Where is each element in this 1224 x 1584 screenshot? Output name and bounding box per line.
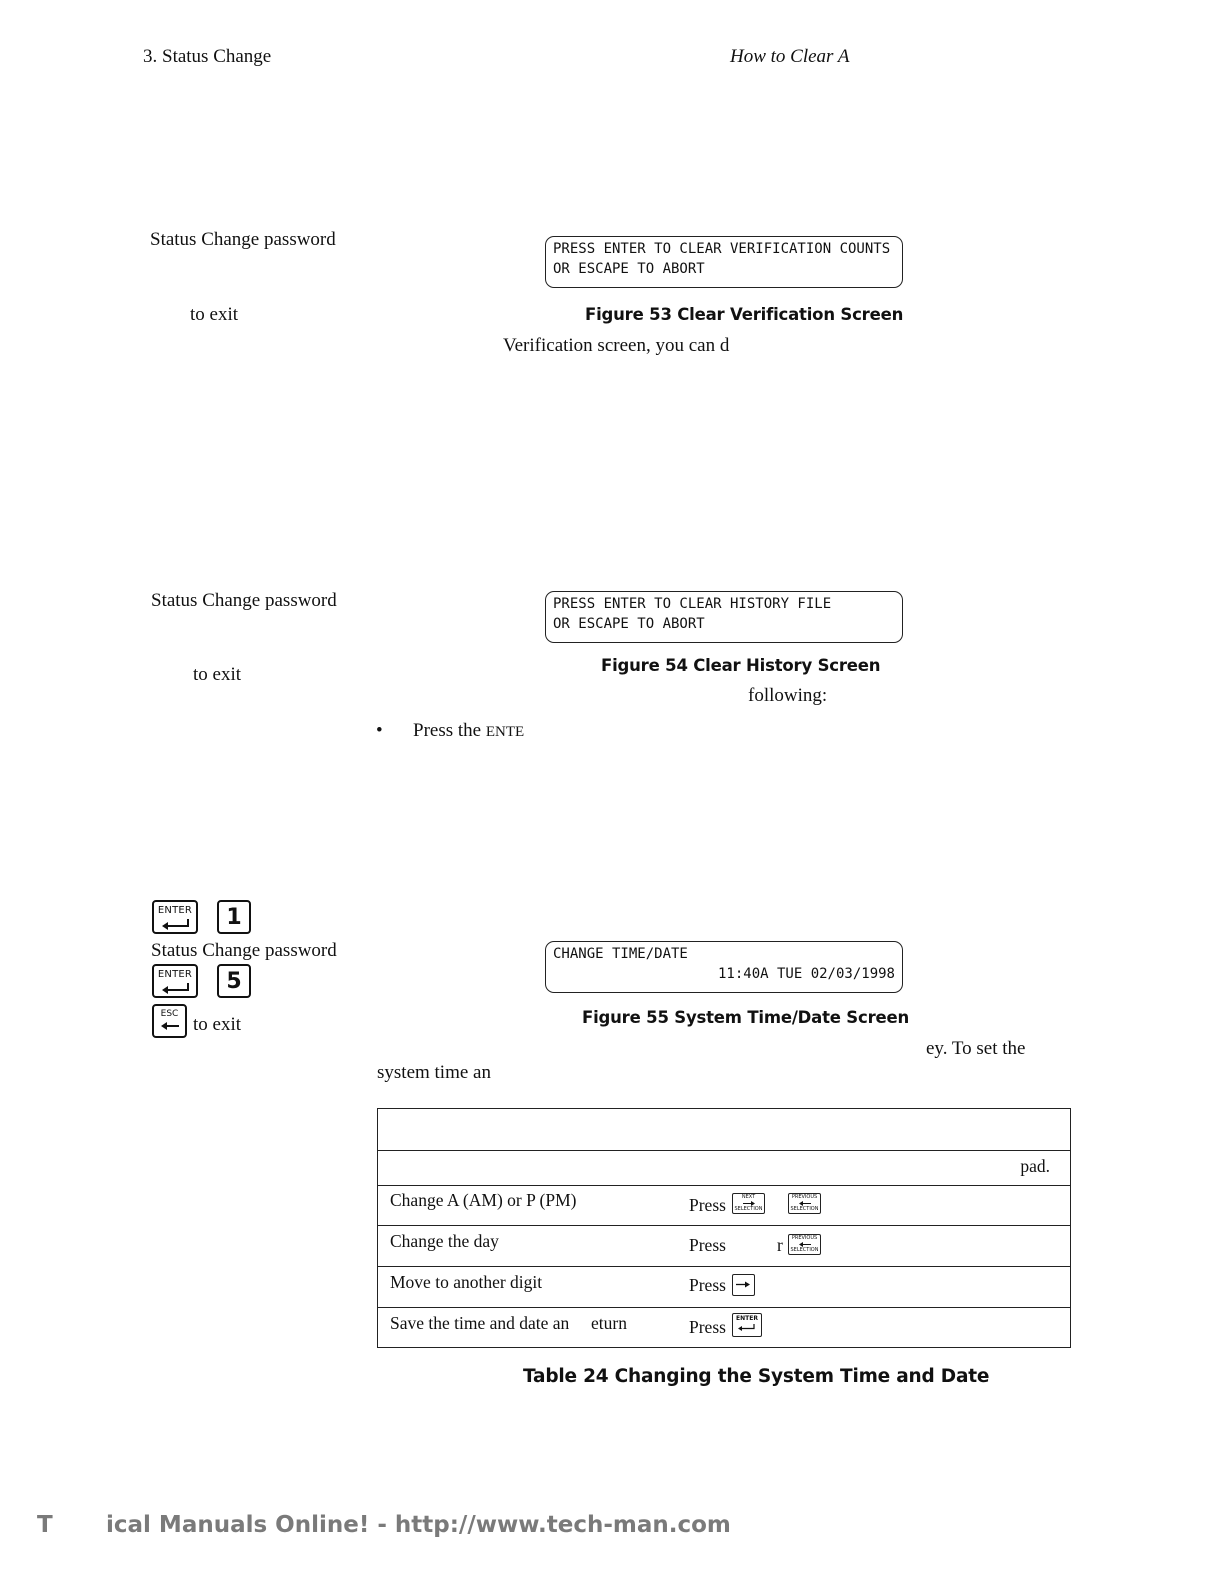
figure-55-caption: Figure 55 System Time/Date Screen bbox=[582, 1008, 910, 1027]
previous-key-label: PREVIOUS bbox=[791, 1194, 818, 1201]
lcd-clear-verification bbox=[545, 236, 903, 288]
bullet-text-lead: Press the bbox=[413, 720, 486, 741]
enter-arrow-icon bbox=[162, 983, 190, 994]
table-cell-key bbox=[677, 1267, 1071, 1308]
enter-arrow-icon bbox=[738, 1324, 755, 1331]
table-note-text: pad. bbox=[1020, 1156, 1050, 1176]
time-date-table bbox=[377, 1108, 1071, 1348]
table-cell bbox=[378, 1151, 1071, 1186]
lcd-line-2: OR ESCAPE TO ABORT bbox=[553, 261, 705, 277]
footer-watermark-text: ical Manuals Online! - http://www.tech-man.com bbox=[106, 1512, 731, 1538]
body-text-following: following: bbox=[748, 685, 828, 706]
enter-key-icon bbox=[152, 964, 198, 998]
key-5-icon: 5 bbox=[217, 964, 251, 998]
side-label-password-3: Status Change password bbox=[151, 940, 337, 961]
lcd-line-1: PRESS ENTER TO CLEAR VERIFICATION COUNTS bbox=[553, 241, 891, 257]
enter-arrow-icon bbox=[162, 919, 190, 930]
running-title: How to Clear A bbox=[730, 46, 850, 67]
body-text-right: ey. To set the bbox=[926, 1038, 1026, 1059]
enter-key-icon bbox=[732, 1313, 762, 1337]
figure-54-caption: Figure 54 Clear History Screen bbox=[601, 656, 881, 675]
bullet-text bbox=[413, 720, 524, 742]
table-header-cell bbox=[378, 1109, 1071, 1151]
action-text: Save the time and date an bbox=[390, 1313, 570, 1333]
bullet-mark: • bbox=[376, 720, 383, 741]
right-arrow-key-icon bbox=[732, 1274, 755, 1296]
table-row bbox=[378, 1186, 1071, 1226]
previous-selection-key-icon bbox=[788, 1193, 821, 1214]
enter-key-label: ENTER bbox=[157, 969, 193, 980]
next-selection-key-icon bbox=[732, 1193, 765, 1214]
table-cell-key bbox=[677, 1308, 1071, 1348]
table-row bbox=[378, 1226, 1071, 1267]
previous-key-label: PREVIOUS bbox=[791, 1235, 818, 1242]
escape-key-label: ESC bbox=[160, 1009, 179, 1019]
action-text: Move to another digit bbox=[390, 1272, 543, 1292]
selection-key-label: SELECTION bbox=[734, 1206, 763, 1213]
right-arrow-icon bbox=[736, 1281, 750, 1288]
body-text-left: system time an bbox=[377, 1062, 491, 1083]
lcd-time-date bbox=[545, 941, 903, 993]
selection-key-label: SELECTION bbox=[790, 1247, 819, 1254]
side-label-exit-3: to exit bbox=[193, 1014, 242, 1035]
figure-53-caption: Figure 53 Clear Verification Screen bbox=[585, 305, 904, 324]
table-cell-key bbox=[677, 1186, 1071, 1226]
next-key-label: NEXT bbox=[741, 1194, 756, 1201]
side-label-exit-1: to exit bbox=[190, 304, 239, 325]
enter-key-label: ENTER bbox=[736, 1315, 758, 1322]
lcd-clear-history bbox=[545, 591, 903, 643]
left-arrow-icon bbox=[161, 1021, 179, 1031]
section-header: 3. Status Change bbox=[143, 46, 272, 67]
table-cell-action bbox=[378, 1186, 678, 1226]
side-label-password-2: Status Change password bbox=[151, 590, 337, 611]
previous-selection-key-icon bbox=[788, 1234, 821, 1255]
side-label-password-1: Status Change password bbox=[150, 229, 336, 250]
side-label-exit-2: to exit bbox=[193, 664, 242, 685]
table-row bbox=[378, 1308, 1071, 1348]
bullet-key-name: ENTE bbox=[485, 724, 525, 740]
action-text: Change A (AM) or P (PM) bbox=[390, 1190, 577, 1210]
table-header-row bbox=[378, 1109, 1071, 1151]
lcd-line-2: 11:40A TUE 02/03/1998 bbox=[717, 966, 895, 982]
press-text: Press bbox=[689, 1235, 726, 1255]
body-text-verification: Verification screen, you can d bbox=[503, 335, 730, 356]
press-text: Press bbox=[689, 1195, 726, 1215]
key-1-icon: 1 bbox=[217, 900, 251, 934]
table-cell-key bbox=[677, 1226, 1071, 1267]
escape-key-icon bbox=[152, 1004, 187, 1038]
table-24-caption: Table 24 Changing the System Time and Date bbox=[523, 1366, 990, 1387]
fragment-text: r bbox=[777, 1235, 783, 1255]
table-cell-action bbox=[378, 1226, 678, 1267]
lcd-line-1: PRESS ENTER TO CLEAR HISTORY FILE bbox=[553, 596, 832, 612]
action-text-tail: eturn bbox=[591, 1313, 627, 1333]
table-row bbox=[378, 1267, 1071, 1308]
selection-key-label: SELECTION bbox=[790, 1206, 819, 1213]
footer-watermark-left: T bbox=[37, 1512, 53, 1538]
lcd-line-2: OR ESCAPE TO ABORT bbox=[553, 616, 705, 632]
enter-key-icon bbox=[152, 900, 198, 934]
enter-key-label: ENTER bbox=[157, 905, 193, 916]
table-cell-action bbox=[378, 1267, 678, 1308]
table-cell-action bbox=[378, 1308, 678, 1348]
lcd-line-1: CHANGE TIME/DATE bbox=[553, 946, 688, 962]
press-text: Press bbox=[689, 1317, 726, 1337]
table-row bbox=[378, 1151, 1071, 1186]
press-text: Press bbox=[689, 1275, 726, 1295]
action-text: Change the day bbox=[390, 1231, 499, 1251]
